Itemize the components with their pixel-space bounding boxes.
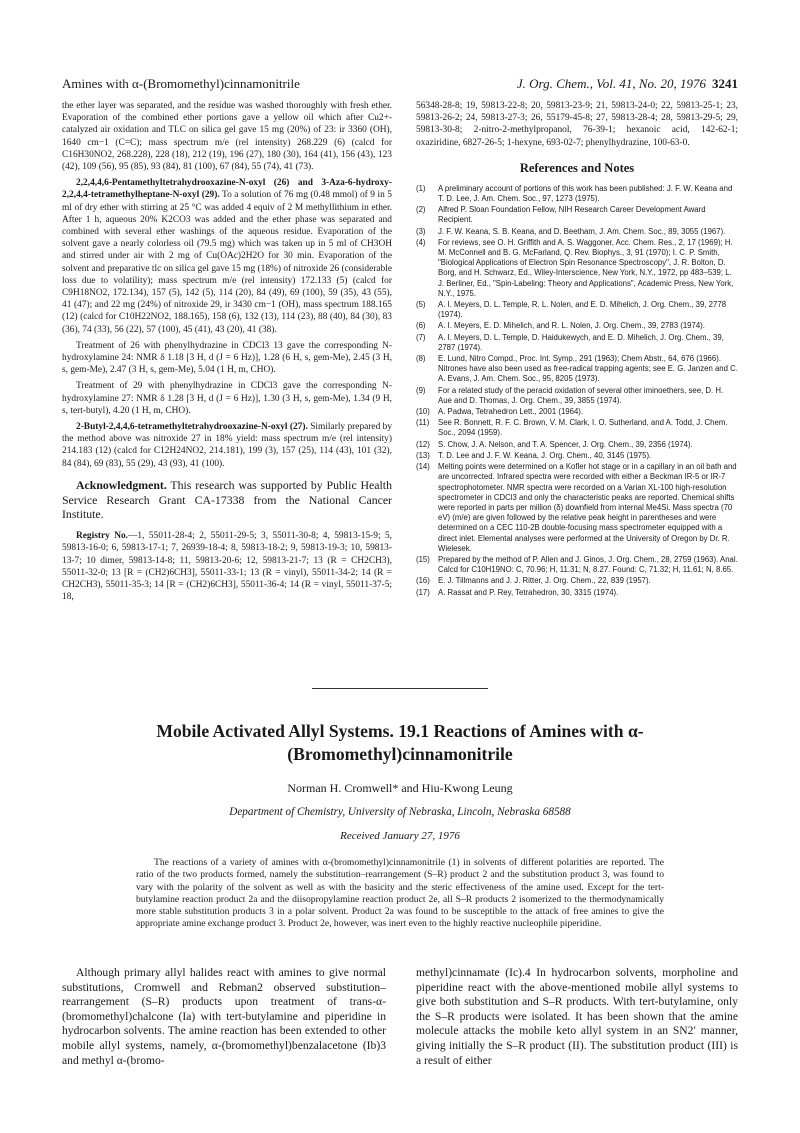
page-number: 3241 bbox=[712, 76, 738, 91]
reference-item bbox=[416, 321, 738, 331]
experimental-text-26-29: To a solution of 76 mg (0.48 mmol) of 9 in 5 ml of dry ether with stirring at 25 °C was added 4 equiv of 2 M methyllithium in ether. After 1 h, aqueous 20% K2CO3 was added and the ether phase was separated and combined with several ether washings of the aqueous residue. Evaporation of the solvent gave a nearly colorless oil (79.5 mg) which was taken up in 5 ml of CH3OH and stirred under air with 2 mg of Cu(OAc)2H2O for 30 min. Evaporation of the solvent and preparative tlc on silica gel gave 15 mg (18%) of nitroxide 26 (considerable loss due to volatility); mass spectrum m/e (rel intensity) 172.133 (5) (calcd for C9H18NO2, 172.134), 157 (5), 142 (5), 114 (20), 84 (49), 69 (100), 59 (35), 43 (55), 41 (47); and 22 mg (24%) of nitroxide 29, ir 3430 cm−1 (OH), mass spectrum 188.165 (12) (calcd for C10H22NO2, 188.165), 158 (6), 132 (13), 114 (23), 88 (40), 84 (30), 83 (36), 74 (33), 56 (22), 57 (100), 45 (41), 43 (20), 41 (38). bbox=[62, 190, 392, 335]
registry-text: —1, 55011-28-4; 2, 55011-29-5; 3, 55011-30-8; 4, 59813-15-9; 5, 59813-16-0; 6, 59813-17-1; 7, 26939-18-4; 8, 59813-18-2; 9, 59813-19-3; 10, 59813-13-7; 10 dimer, 59813-14-8; 11, 59813-20-6; 12, 59813-21-7; 13 (R = CH2CH3), 55011-32-0; 13 [R = (CH2)6CH3], 55011-33-1; 13 (R = vinyl), 55011-34-2; 14 (R = CH2CH3), 55011-35-3; 14 [R = (CH2)6CH3], 55011-36-4; 14 (R = vinyl, 55011-37-5; 18, bbox=[62, 531, 392, 603]
reference-text: Alfred P. Sloan Foundation Fellow, NIH Research Career Development Award Recipient. bbox=[438, 205, 706, 225]
reference-item bbox=[416, 354, 738, 385]
experimental-paragraph-5 bbox=[62, 421, 392, 470]
reference-item bbox=[416, 588, 738, 598]
received-date: Received January 27, 1976 bbox=[340, 830, 460, 842]
article-title: Mobile Activated Allyl Systems. 19.1 Reactions of Amines with α-(Bromomethyl)cinnamonitrile bbox=[156, 721, 644, 764]
reference-text: Prepared by the method of P. Allen and J. Ginos, J. Org. Chem., 28, 2759 (1963). Anal. Calcd for C10H19NO: C, 70.96; H, 11.31; N, 8.27. Found: C, 71.32; H, 11.61; N, 8.65. bbox=[438, 554, 738, 575]
compound-heading-26-29: 2,2,4,4,6-Pentamethyltetrahydrooxazine-N-oxyl (26) and 3-Aza-6-hydroxy-2,2,4,4-tetramethylheptane-N-oxyl (29). bbox=[62, 178, 392, 201]
experimental-paragraph-3: Treatment of 26 with phenylhydrazine in CDCl3 13 gave the corresponding N-hydroxylamine 24: NMR δ 1.18 [3 H, d (J = 6 Hz)], 1.28 (6 H, s, gem-Me), 2.45 (3 H, s, gem-Me), 2.47 (3 H, s, gem-Me), 5.04 (1 H, m, CHO). bbox=[62, 340, 392, 376]
abstract bbox=[136, 857, 664, 935]
right-column bbox=[416, 100, 738, 599]
reference-item bbox=[416, 555, 738, 575]
reference-text: E. Lund, Nitro Compd., Proc. Int. Symp., 291 (1963); Chem Abstr., 64, 676 (1966). Nitrones have also been used as free-radical trapping agents; see E. G. Janzen and C. A. Evans, J. Am. Chem. Soc., 95, 8205 (1973). bbox=[438, 354, 738, 384]
reference-number: (8) bbox=[416, 354, 426, 364]
reference-text: E. J. Tillmanns and J. J. Ritter, J. Org. Chem., 22, 839 (1957). bbox=[438, 576, 651, 586]
abstract-text: The reactions of a variety of amines with α-(bromomethyl)cinnamonitrile (1) in solvents of different polarities are reported. The ratio of the two products formed, namely the substitution–rearrangement (S–R) product 2 and the substitution product 3, was found to vary with the polarity of the solvent as well as with the basicity and the steric effectiveness of the amine used. Except for the tert-butylamine reaction product 2a and the diisopropylamine reaction product 2e, all S–R products 2 isomerized to the thermodynamically more stable substitution products 3 in a polar solvent. Product 2a was found to be susceptible to the attack of free amines to give the appropriate amine exchange product 3. Product 2e, however, was inert even to the highly reactive nucleophile piperidine. bbox=[136, 857, 664, 930]
reference-text: A. Padwa, Tetrahedron Lett., 2001 (1964). bbox=[438, 407, 584, 417]
reference-text: A. Rassat and P. Rey, Tetrahedron, 30, 3315 (1974). bbox=[438, 587, 619, 597]
article-body-right bbox=[416, 966, 738, 1072]
reference-number: (11) bbox=[416, 418, 430, 428]
reference-number: (2) bbox=[416, 205, 426, 215]
running-title: Amines with α-(Bromomethyl)cinnamonitrile bbox=[62, 76, 300, 91]
reference-item bbox=[416, 418, 738, 438]
registry-numbers-continued: 56348-28-8; 19, 59813-22-8; 20, 59813-23-9; 21, 59813-24-0; 22, 59813-25-1; 23, 59813-26-2; 24, 59813-27-3; 26, 55179-45-8; 27, 59813-28-4; 28, 59813-29-5; 29, 59813-30-8; 2-nitro-2-methylpropanol, 76-39-1; hexanoic acid, 142-62-1; oxaziridine, 6827-26-5; 1-hexyne, 693-02-7; phenylhydrazine, 100-63-0. bbox=[416, 101, 738, 148]
experimental-paragraph-2 bbox=[62, 177, 392, 336]
reference-number: (16) bbox=[416, 576, 430, 586]
reference-item bbox=[416, 576, 738, 586]
reference-item bbox=[416, 440, 738, 450]
reference-item bbox=[416, 451, 738, 461]
reference-number: (13) bbox=[416, 450, 430, 460]
reference-text: J. F. W. Keana, S. B. Keana, and D. Beetham, J. Am. Chem. Soc., 89, 3055 (1967). bbox=[438, 226, 726, 236]
experimental-text-27: Similarly prepared by the method above was nitroxide 27 in 18% yield: mass spectrum m/e (rel intensity) 214.183 (12) (calcd for C12H24NO2, 214.181), 199 (3), 157 (25), 114 (43), 101 (32), 84 (84), 69 (83), 55 (29), 43 (93), 41 (100). bbox=[62, 422, 393, 469]
reference-number: (6) bbox=[416, 321, 426, 331]
reference-item bbox=[416, 462, 738, 554]
acknowledgment-heading: Acknowledgment. bbox=[76, 477, 167, 492]
reference-text: For reviews, see O. H. Griffith and A. S. Waggoner, Acc. Chem. Res., 2, 17 (1969); H. M. McConnell and B. G. McFarland, Q. Rev. Biophys., 3, 91 (1970); I. C. P. Smith, "Biological Applications of Electron Spin Resonance Spectroscopy", J. R. Bolton, D. Borg, and H. Schwarz, Ed., Wiley-Interscience, New York, N.Y., 1972, pp 483–539; L. J. Berliner, Ed., "Spin-Labeling: Theory and Applications", Academic Press, New York, N.Y., 1975. bbox=[438, 237, 734, 298]
acknowledgment-text: This research was supported by Public Health Service Research Grant CA-17338 from the National Cancer Institute. bbox=[62, 477, 392, 522]
registry-heading: Registry No. bbox=[76, 531, 129, 542]
reference-number: (14) bbox=[416, 462, 430, 472]
reference-text: A preliminary account of portions of this work has been published: J. F. W. Keana and T. D. Lee, J. Am. Chem. Soc., 97, 1273 (1975). bbox=[438, 183, 733, 204]
reference-item bbox=[416, 238, 738, 299]
compound-heading-27: 2-Butyl-2,4,4,6-tetramethyltetrahydrooxazine-N-oxyl (27). bbox=[76, 422, 308, 433]
reference-number: (15) bbox=[416, 554, 430, 564]
reference-item bbox=[416, 333, 738, 353]
reference-text: Melting points were determined on a Kofler hot stage or in a capillary in an oil bath and are uncorrected. Infrared spectra were recorded with either a Beckman IR-5 or IR-7 spectrophotometer. NMR spectra were recorded on a Varian XL-100 high-resolution spectrometer in CDCl3 and only the characteristic peaks are reported. Chemical shifts were reported in parts per million (δ) downfield from internal Me4Si. Mass spectra (70 eV) (m/e) are given followed by the relative peak height in parentheses and were determined on a CEC 110-2B double-focusing mass spectrometer equipped with a direct inlet. Elemental analyses were performed at the University of Oregon by Dr. R. Wielesek. bbox=[438, 462, 737, 553]
reference-text: A. I. Meyers, E. D. Mihelich, and R. L. Nolen, J. Org. Chem., 39, 2783 (1974). bbox=[438, 321, 705, 331]
journal-name: J. Org. Chem., Vol. 41, No. 20, 1976 bbox=[516, 76, 706, 91]
reference-text: T. D. Lee and J. F. W. Keana, J. Org. Chem., 40, 3145 (1975). bbox=[438, 450, 652, 460]
reference-number: (9) bbox=[416, 385, 426, 395]
reference-text: A. I. Meyers, D. L. Temple, R. L. Nolen, and E. D. Mihelich, J. Org. Chem., 39, 2778 (1974). bbox=[438, 300, 727, 320]
reference-number: (10) bbox=[416, 407, 430, 417]
registry-numbers bbox=[62, 530, 392, 603]
reference-text: S. Chow, J. A. Nelson, and T. A. Spencer, J. Org. Chem., 39, 2356 (1974). bbox=[438, 439, 693, 449]
intro-paragraph: Although primary allyl halides react with amines to give normal substitutions, Cromwell and Rebman2 observed substitution–rearrangement (S–R) products upon treatment of trans-α-(bromomethyl)chalcone (Ia) with tert-butylamine and piperidine in hydrocarbon solvents. The amine reaction has been extended to other mobile allyl systems, namely, α-(bromomethyl)benzalacetone (Ib)3 and methyl α-(bromo- bbox=[62, 966, 386, 1067]
references-list bbox=[416, 184, 738, 598]
references-heading: References and Notes bbox=[519, 160, 635, 175]
reference-number: (3) bbox=[416, 226, 426, 236]
reference-number: (17) bbox=[416, 587, 430, 597]
reference-number: (4) bbox=[416, 237, 426, 247]
experimental-paragraph-4: Treatment of 29 with phenylhydrazine in CDCl3 gave the corresponding N-hydroxylamine 27: NMR δ 1.28 [3 H, d (J = 6 Hz)], 1.30 (3 H, s, gem-Me), 1.34 (9 H, s, tert-butyl), 4.20 (1 H, m, CHO). bbox=[62, 381, 392, 416]
reference-number: (5) bbox=[416, 300, 426, 310]
article-body-left bbox=[62, 966, 386, 1072]
reference-item bbox=[416, 227, 738, 237]
experimental-paragraph-1: the ether layer was separated, and the residue was washed thoroughly with fresh ether. Evaporation of the combined ether portions gave a yellow oil which after Cu2+-catalyzed air oxidation and TLC on silica gel gave 15 mg (20%) of 23: ir 3360 (OH), 1640 cm−1 (C=C); mass spectrum m/e (rel intensity) 268.229 (6) (calcd for C16H30NO2, 268.228), 228 (18), 212 (19), 196 (27), 180 (30), 164 (41), 156 (43), 123 (42), 109 (56), 95 (85), 93 (84), 81 (100), 67 (84), 55 (74), 41 (73). bbox=[62, 101, 392, 173]
left-column bbox=[62, 100, 392, 608]
article-authors: Norman H. Cromwell* and Hiu-Kwong Leung bbox=[287, 781, 513, 795]
reference-item bbox=[416, 184, 738, 204]
reference-item bbox=[416, 205, 738, 225]
reference-text: For a related study of the peracid oxidation of several other iminoethers, see, D. H. Aue and D. Thomas, J. Org. Chem., 39, 3855 (1974). bbox=[438, 385, 724, 405]
reference-number: (7) bbox=[416, 332, 426, 342]
author-affiliation: Department of Chemistry, University of Nebraska, Lincoln, Nebraska 68588 bbox=[229, 806, 571, 818]
acknowledgment bbox=[62, 478, 392, 522]
reference-text: A. I. Meyers, D. L. Temple, D. Haidukewych, and E. D. Mihelich, J. Org. Chem., 39, 2787 (1974). bbox=[438, 332, 724, 352]
reference-item bbox=[416, 386, 738, 406]
reference-item bbox=[416, 300, 738, 320]
section-divider bbox=[312, 688, 488, 689]
reference-number: (1) bbox=[416, 183, 426, 193]
reference-item bbox=[416, 407, 738, 417]
journal-citation bbox=[517, 76, 738, 92]
reference-text: See R. Bonnett, R. F. C. Brown, V. M. Clark, I. O. Sutherland, and A. Todd, J. Chem. Soc., 2094 (1959). bbox=[438, 418, 728, 438]
intro-paragraph-continued: methyl)cinnamate (Ic).4 In hydrocarbon solvents, morpholine and piperidine react with the above-mentioned mobile allyl systems to give both substitution and S–R products. With tert-butylamine, only the S–R products were isolated. It has been shown that the amine molecule attacks the mobile keto allyl system in an SN2′ manner, giving initially the S–R product (II). The substitution product (III) is a result of either bbox=[416, 966, 738, 1067]
reference-number: (12) bbox=[416, 439, 430, 449]
